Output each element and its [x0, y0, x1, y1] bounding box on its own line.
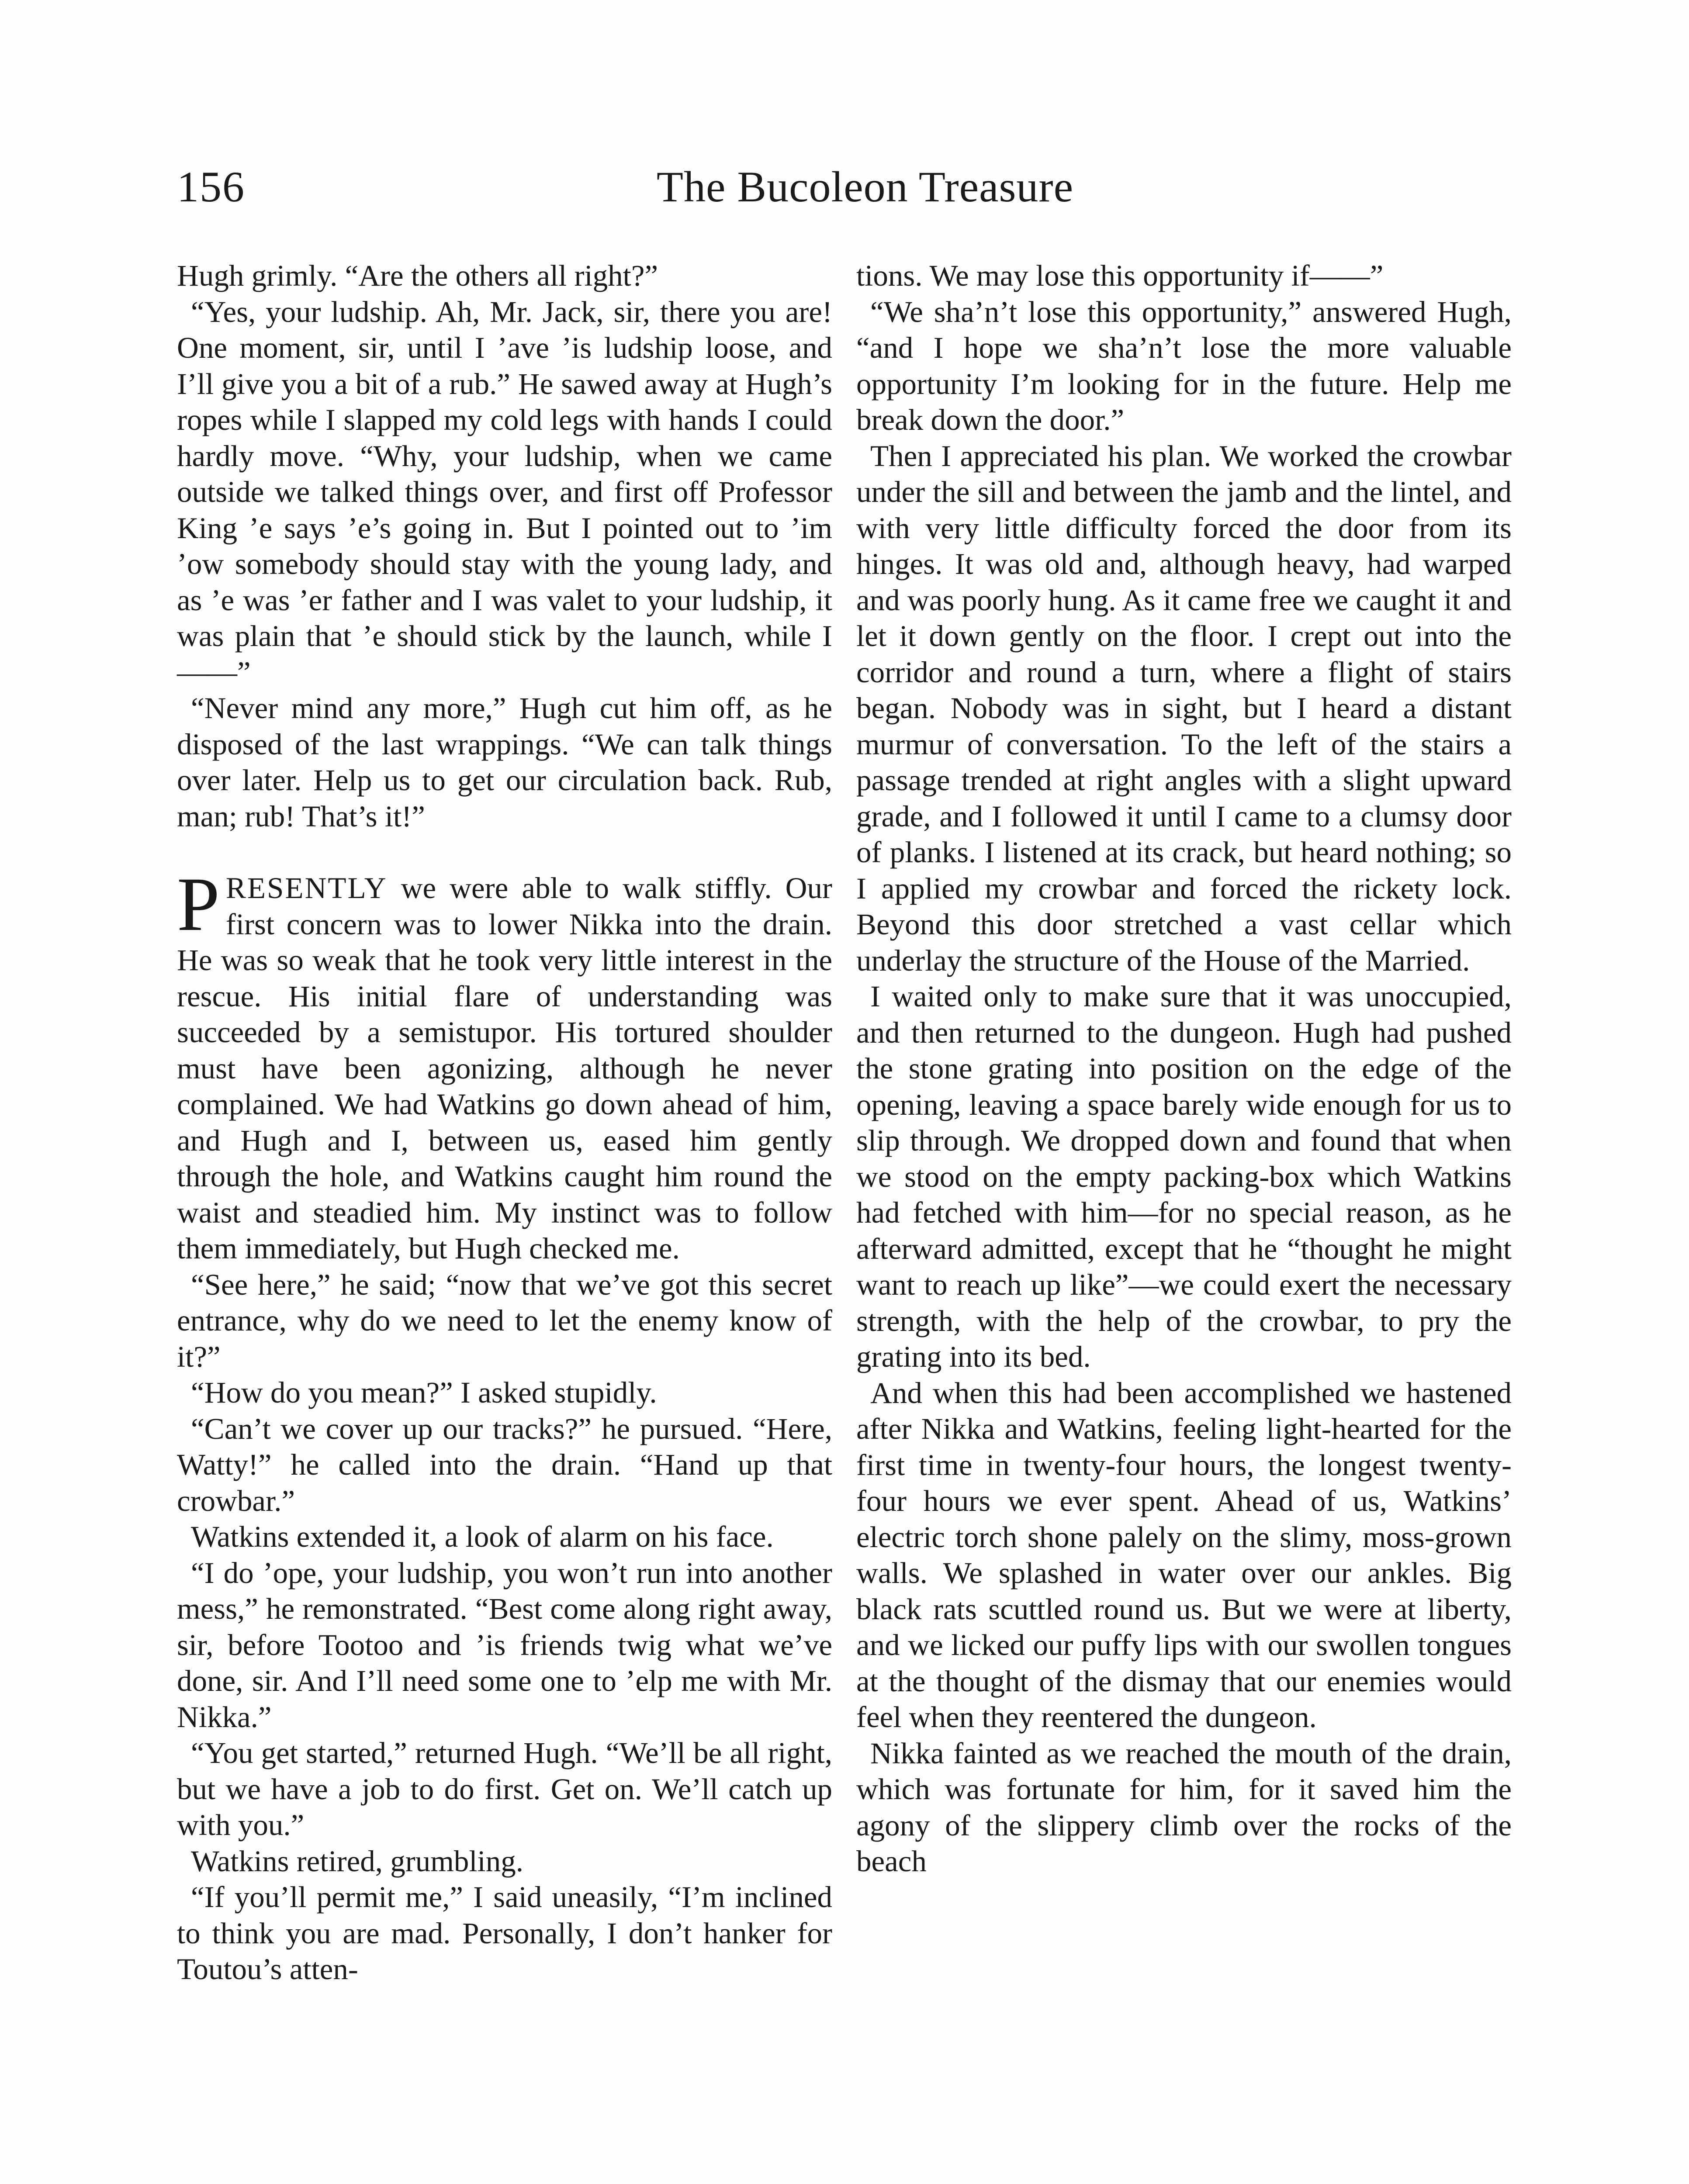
paragraph: “Can’t we cover up our tracks?” he pursued. “Here, Watty!” he called into the drain. “Hand up that crowbar.”	[177, 1412, 832, 1517]
paragraph: Then I appreciated his plan. We worked the crowbar under the sill and between the jamb and the lintel, and with very little difficulty forced the door from its hinges. It was old and, although heavy, had warped and was poorly hung. As it came free we caught it and let it down gently on the floor. I crept out into the corridor and round a turn, where a flight of stairs began. Nobody was in sight, but I heard a distant murmur of conversation. To the left of the stairs a passage trended at right angles with a slight upward grade, and I followed it until I came to a clumsy door of planks. I listened at its crack, but heard nothing; so I applied my crowbar and forced the rickety lock. Beyond this door stretched a vast cellar which underlay the structure of the House of the Married.	[856, 439, 1512, 977]
paragraph: I waited only to make sure that it was unoccupied, and then returned to the dungeon. Hugh had pushed the stone grating into position on the edge of the opening, leaving a space barely wide enough for us to slip through. We dropped down and found that when we stood on the empty packing-box which Watkins had fetched with him—for no special reason, as he afterward admitted, except that he “thought he might want to reach up like”—we could exert the necessary strength, with the help of the crowbar, to pry the grating into its bed.	[856, 980, 1512, 1373]
paragraph: tions. We may lose this opportunity if——”	[856, 259, 1384, 292]
paragraph: And when this had been accomplished we hastened after Nikka and Watkins, feeling light-hearted for the first time in twenty-four hours, the longest twenty-four hours we ever spent. Ahead of us, Watkins’ electric torch shone palely on the slimy, moss-grown walls. We splashed in water over our ankles. Big black rats scuttled round us. But we were at liberty, and we licked our puffy lips with our swollen tongues at the thought of the dismay that our enemies would feel when they reentered the dungeon.	[856, 1376, 1512, 1734]
paragraph: Hugh grimly. “Are the others all right?”	[177, 259, 658, 292]
left-column	[177, 258, 832, 1987]
paragraph: “If you’ll permit me,” I said uneasily, “I’m inclined to think you are mad. Personally, I don’t hanker for Toutou’s atten-	[177, 1880, 832, 1986]
paragraph: “Yes, your ludship. Ah, Mr. Jack, sir, there you are! One moment, sir, until I ’ave ’is ludship loose, and I’ll give you a bit of a rub.” He sawed away at Hugh’s ropes while I slapped my cold legs with hands I could hardly move. “Why, your ludship, when we came outside we talked things over, and first off Professor King ’e says ’e’s going in. But I pointed out to ’im ’ow somebody should stay with the young lady, and as ’e was ’er father and I was valet to your ludship, it was plain that ’e should stick by the launch, while I——”	[177, 295, 832, 689]
paragraph: “Never mind any more,” Hugh cut him off, as he disposed of the last wrappings. “We can talk things over later. Help us to get our circulation back. Rub, man; rub! That’s it!”	[177, 691, 832, 833]
section-lead-word: RESENTLY	[225, 871, 388, 905]
paragraph: “See here,” he said; “now that we’ve got this secret entrance, why do we need to let the enemy know of it?”	[177, 1268, 832, 1373]
paragraph: Watkins extended it, a look of alarm on his face.	[191, 1520, 774, 1553]
paragraph: “We sha’n’t lose this opportunity,” answered Hugh, “and I hope we sha’n’t lose the more valuable opportunity I’m looking for in the future. Help me break down the door.”	[856, 295, 1512, 436]
drop-cap: P	[177, 862, 220, 947]
paragraph: “I do ’ope, your ludship, you won’t run into another mess,” he remonstrated. “Best come along right away, sir, before Tootoo and ’is friends twig what we’ve done, sir. And I’ll need some one to ’elp me with Mr. Nikka.”	[177, 1556, 832, 1734]
paragraph: Watkins retired, grumbling.	[191, 1844, 523, 1878]
paragraph: “How do you mean?” I asked stupidly.	[191, 1376, 657, 1409]
page-number: 156	[177, 162, 245, 211]
paragraph: “You get started,” returned Hugh. “We’ll be all right, but we have a job to do first. Get on. We’ll catch up with you.”	[177, 1736, 832, 1842]
right-column	[856, 258, 1512, 1880]
section-opening-paragraph	[177, 862, 832, 1267]
paragraph: Nikka fainted as we reached the mouth of the drain, which was fortunate for him, for it saved him the agony of the slippery climb over the rocks of the beach	[856, 1736, 1512, 1878]
running-title: The Bucoleon Treasure	[656, 162, 1074, 211]
section-text: we were able to walk stiffly. Our first concern was to lower Nikka into the drain. He was so weak that he took very little interest in the rescue. His initial flare of understanding was succeeded by a semistupor. His tortured shoulder must have been agonizing, although he never complained. We had Watkins go down ahead of him, and Hugh and I, between us, eased him gently through the hole, and Watkins caught him round the waist and steadied him. My instinct was to follow them immediately, but Hugh checked me.	[177, 871, 832, 1265]
